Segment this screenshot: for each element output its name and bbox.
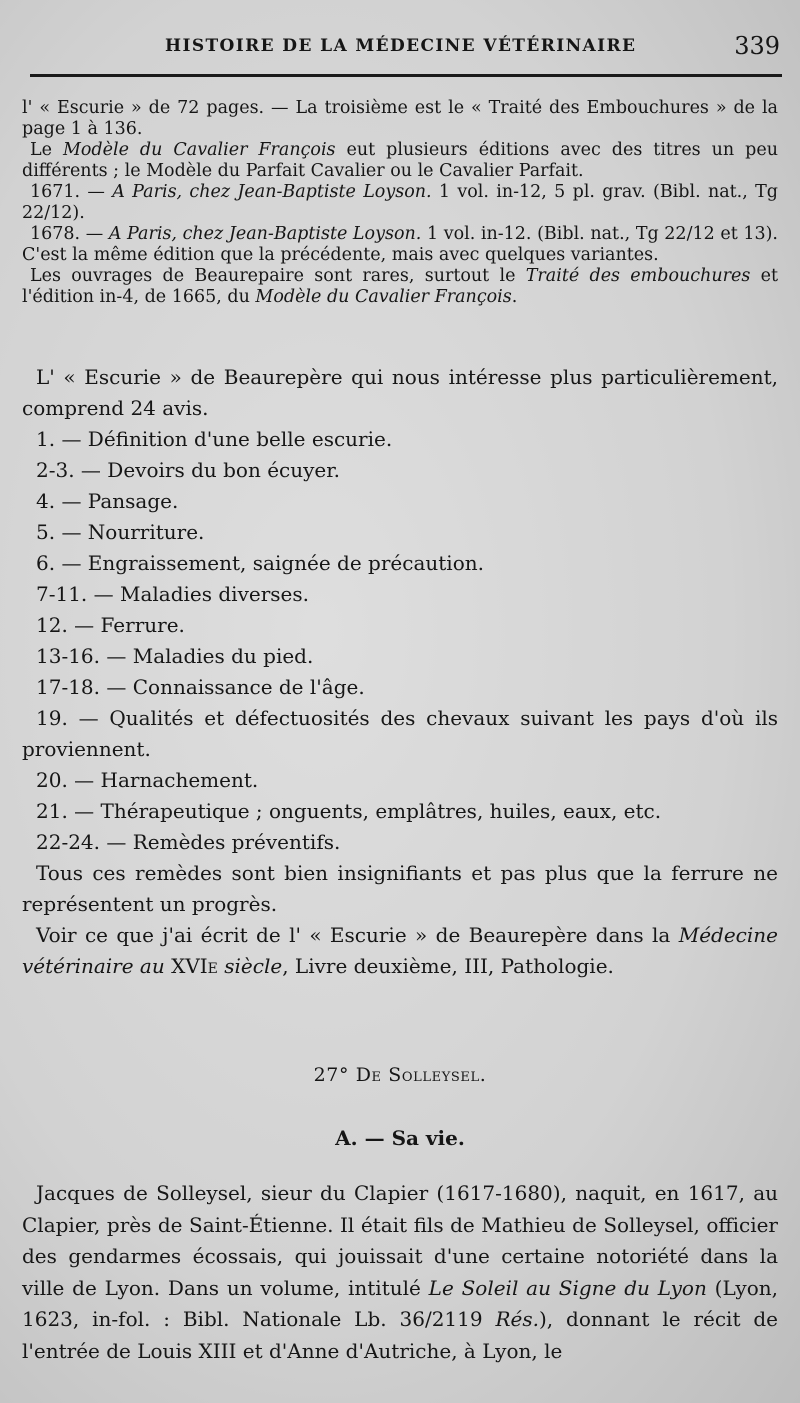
note-1678: 1678. — A Paris, chez Jean-Baptiste Loyson. 1 vol. in-12. (Bibl. nat., Tg 22/12 et 13). C'est la même édition que la précédente, mais avec quelques variantes.: [22, 224, 778, 265]
avis-item: 21. — Thérapeutique ; onguents, emplâtres, huiles, eaux, etc.: [36, 799, 662, 823]
section-heading: 27° De Solleysel.: [313, 1064, 487, 1086]
title-modele: Modèle du Cavalier François: [62, 140, 336, 160]
avis-item: 4. — Pansage.: [36, 489, 179, 513]
note-rarete: Les ouvrages de Beaurepaire sont rares, surtout le Traité des embouchures et l'édition in-4, de 1665, du Modèle du Cavalier François.: [22, 266, 778, 307]
header-rule: [30, 74, 782, 77]
avis-item: 17-18. — Connaissance de l'âge.: [36, 675, 365, 699]
avis-item: 20. — Harnachement.: [36, 768, 259, 792]
bibliographic-notes: [22, 98, 778, 308]
avis-item: 2-3. — Devoirs du bon écuyer.: [36, 458, 340, 482]
note-1671: 1671. — A Paris, chez Jean-Baptiste Loyson. 1 vol. in-12, 5 pl. grav. (Bibl. nat., Tg 22/12).: [22, 182, 778, 223]
running-title: HISTOIRE DE LA MÉDECINE VÉTÉRINAIRE: [165, 36, 637, 56]
biography-paragraph: Jacques de Solleysel, sieur du Clapier (1617-1680), naquit, en 1617, au Clapier, près de Saint-Étienne. Il était fils de Mathieu de Solleysel, officier des gendarmes écossais, qui jouissait d'une certaine notoriété dans la ville de Lyon. Dans un volume, intitulé Le Soleil au Signe du Lyon (Lyon, 1623, in-fol. : Bibl. Nationale Lb. 36/2119 Rés.), donnant le récit de l'entrée de Louis XIII et d'Anne d'Autriche, à Lyon, le: [22, 1181, 778, 1363]
page-number: 339: [734, 32, 780, 60]
avis-item: 19. — Qualités et défectuosités des chevaux suivant les pays d'où ils proviennent.: [22, 706, 778, 761]
remedes-paragraph: Tous ces remèdes sont bien insignifiants et pas plus que la ferrure ne représentent un progrès.: [22, 861, 778, 916]
avis-item: 12. — Ferrure.: [36, 613, 185, 637]
avis-item: 5. — Nourriture.: [36, 520, 205, 544]
note-modele: Le Modèle du Cavalier François eut plusieurs éditions avec des titres un peu différents ; le Modèle du Parfait Cavalier ou le Cavalier Parfait.: [22, 140, 778, 181]
avis-item: 22-24. — Remèdes préventifs.: [36, 830, 341, 854]
avis-list: [22, 424, 778, 858]
biography-text: [22, 1178, 778, 1367]
note-escurie: l' « Escurie » de 72 pages. — La troisième est le « Traité des Embouchures » de la page 1 à 136.: [22, 98, 778, 139]
avis-item: 7-11. — Maladies diverses.: [36, 582, 309, 606]
subsection-heading: A. — Sa vie.: [335, 1126, 465, 1150]
main-text: [22, 362, 778, 982]
avis-item: 1. — Définition d'une belle escurie.: [36, 427, 393, 451]
avis-item: 6. — Engraissement, saignée de précaution.: [36, 551, 484, 575]
page-header: [30, 28, 782, 72]
voir-paragraph: Voir ce que j'ai écrit de l' « Escurie » de Beaurepère dans la Médecine vétérinaire au XVIe siècle, Livre deuxième, III, Pathologie.: [22, 923, 778, 978]
avis-item: 13-16. — Maladies du pied.: [36, 644, 314, 668]
intro-paragraph: L' « Escurie » de Beaurepère qui nous intéresse plus particulièrement, comprend 24 avis.: [22, 365, 778, 420]
